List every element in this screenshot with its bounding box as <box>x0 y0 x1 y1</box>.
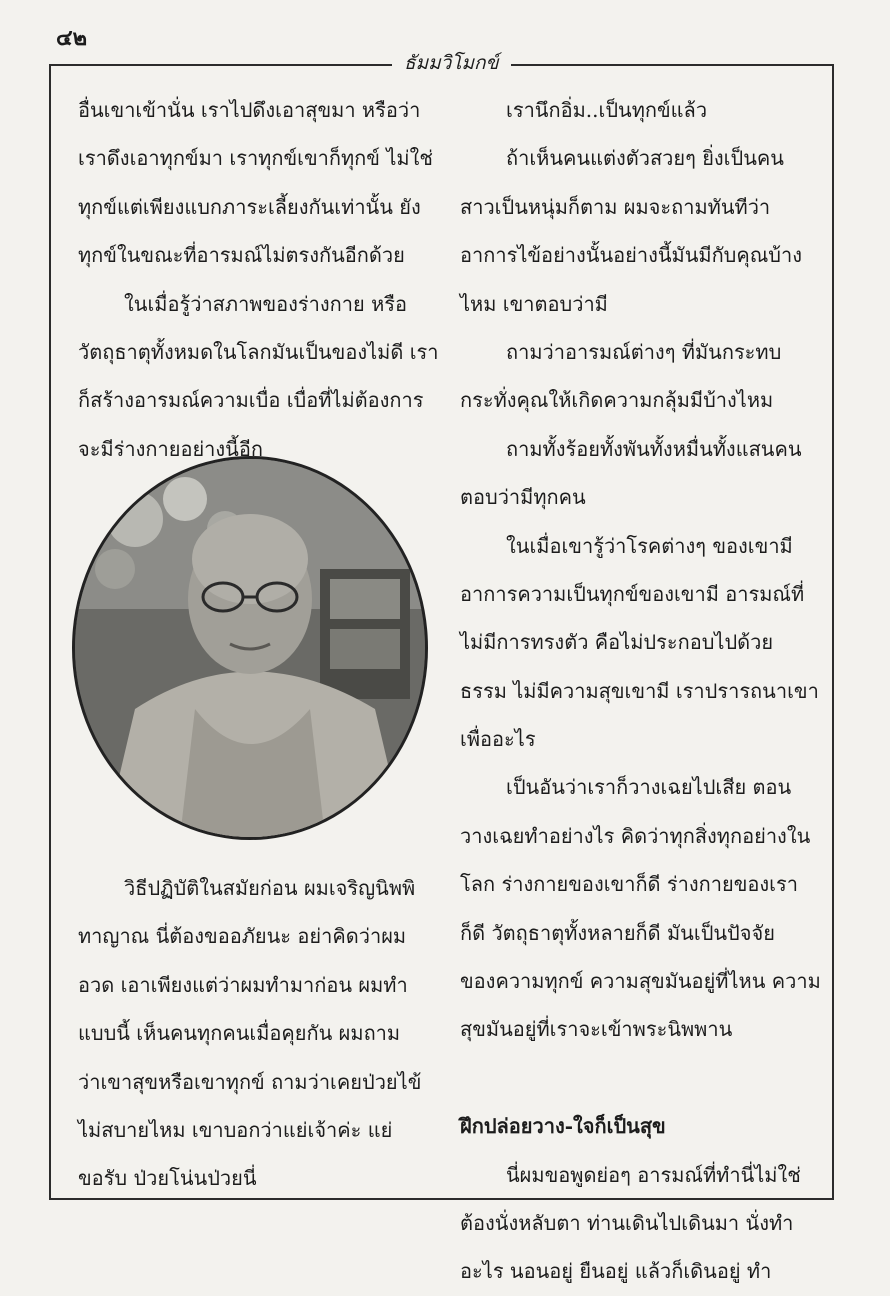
text-line: ขอรับ ป่วยโน่นป่วยนี่ <box>78 1166 257 1191</box>
text-line: ไม่สบายไหม เขาบอกว่าแย่เจ้าค่ะ แย่ <box>78 1117 393 1142</box>
text-line: ทุกข์ในขณะที่อารมณ์ไม่ตรงกันอีกด้วย <box>78 243 405 268</box>
text-line: สุขมันอยู่ที่เราจะเข้าพระนิพพาน <box>460 1017 733 1042</box>
text-line: ถามว่าอารมณ์ต่างๆ ที่มันกระทบ <box>506 339 782 364</box>
text-line: ถามทั้งร้อยทั้งพันทั้งหมื่นทั้งแสนคน <box>506 436 802 461</box>
text-line: ก็ดี วัตถุธาตุทั้งหลายก็ดี มันเป็นปัจจัย <box>460 920 775 945</box>
text-line: ธรรม ไม่มีความสุขเขามี เราปรารถนาเขา <box>460 678 819 703</box>
text-line: ของความทุกข์ ความสุขมันอยู่ที่ไหน ความ <box>460 969 821 994</box>
text-line: อะไร นอนอยู่ ยืนอยู่ แล้วก็เดินอยู่ ทำ <box>460 1259 772 1284</box>
text-line: อาการไข้อย่างนั้นอย่างนี้มันมีกับคุณบ้าง <box>460 243 802 268</box>
text-line: กระทั่งคุณให้เกิดความกลุ้มมีบ้างไหม <box>460 388 774 413</box>
text-line: ทุกข์แต่เพียงแบกภาระเลี้ยงกันเท่านั้น ยัง <box>78 194 421 219</box>
page-number: ๔๒ <box>56 25 88 51</box>
text-line: สาวเป็นหนุ่มก็ตาม ผมจะถามทันทีว่า <box>460 194 771 219</box>
text-line: ในเมื่อเขารู้ว่าโรคต่างๆ ของเขามี <box>506 533 793 558</box>
text-line: ต้องนั่งหลับตา ท่านเดินไปเดินมา นั่งทำ <box>460 1210 794 1235</box>
text-line: โลก ร่างกายของเขาก็ดี ร่างกายของเรา <box>460 872 798 897</box>
text-line: ถ้าเห็นคนแต่งตัวสวยๆ ยิ่งเป็นคน <box>506 146 784 171</box>
text-line: วิธีปฏิบัติในสมัยก่อน ผมเจริญนิพพิ <box>124 876 416 900</box>
left-column-top <box>78 86 439 473</box>
text-line: เรานึกอิ่ม..เป็นทุกข์แล้ว <box>506 98 708 122</box>
monk-portrait-photo <box>72 456 428 840</box>
text-line: ก็สร้างอารมณ์ความเบื่อ เบื่อที่ไม่ต้องการ <box>78 388 424 413</box>
text-line: แบบนี้ เห็นคนทุกคนเมื่อคุยกัน ผมถาม <box>78 1021 401 1046</box>
text-line: ตอบว่ามีทุกคน <box>460 485 586 510</box>
left-column-bottom <box>78 864 430 1203</box>
text-line: จะมีร่างกายอย่างนี้อีก <box>78 436 263 461</box>
text-line: เป็นอันว่าเราก็วางเฉยไปเสีย ตอน <box>506 775 792 800</box>
blank-line <box>460 1054 814 1102</box>
text-line: เพื่ออะไร <box>460 727 536 752</box>
section-heading: ฝึกปล่อยวาง-ใจก็เป็นสุข <box>460 1114 666 1139</box>
text-line: ในเมื่อรู้ว่าสภาพของร่างกาย หรือ <box>124 291 408 316</box>
running-title: ธัมมวิโมกข์ <box>392 48 511 78</box>
text-line: ว่าเขาสุขหรือเขาทุกข์ ถามว่าเคยป่วยไข้ <box>78 1069 422 1094</box>
text-line: ไหม เขาตอบว่ามี <box>460 291 608 316</box>
monk-portrait-illustration <box>75 459 425 837</box>
right-column <box>460 86 821 1296</box>
text-line: อาการความเป็นทุกข์ของเขามี อารมณ์ที่ <box>460 581 805 606</box>
text-line: อื่นเขาเข้านั่น เราไปดึงเอาสุขมา หรือว่า <box>78 98 421 122</box>
text-line: ไม่มีการทรงตัว คือไม่ประกอบไปด้วย <box>460 630 774 655</box>
text-line: วางเฉยทำอย่างไร คิดว่าทุกสิ่งทุกอย่างใน <box>460 823 811 848</box>
text-line: อวด เอาเพียงแต่ว่าผมทำมาก่อน ผมทำ <box>78 972 408 997</box>
text-line: เราดึงเอาทุกข์มา เราทุกข์เขาก็ทุกข์ ไม่ใช่ <box>78 146 433 171</box>
text-line: ทาญาณ นี่ต้องขออภัยนะ อย่าคิดว่าผม <box>78 924 407 949</box>
text-line: วัตถุธาตุทั้งหมดในโลกมันเป็นของไม่ดี เรา <box>78 339 439 364</box>
text-line: นี่ผมขอพูดย่อๆ อารมณ์ที่ทำนี่ไม่ใช่ <box>506 1162 801 1187</box>
